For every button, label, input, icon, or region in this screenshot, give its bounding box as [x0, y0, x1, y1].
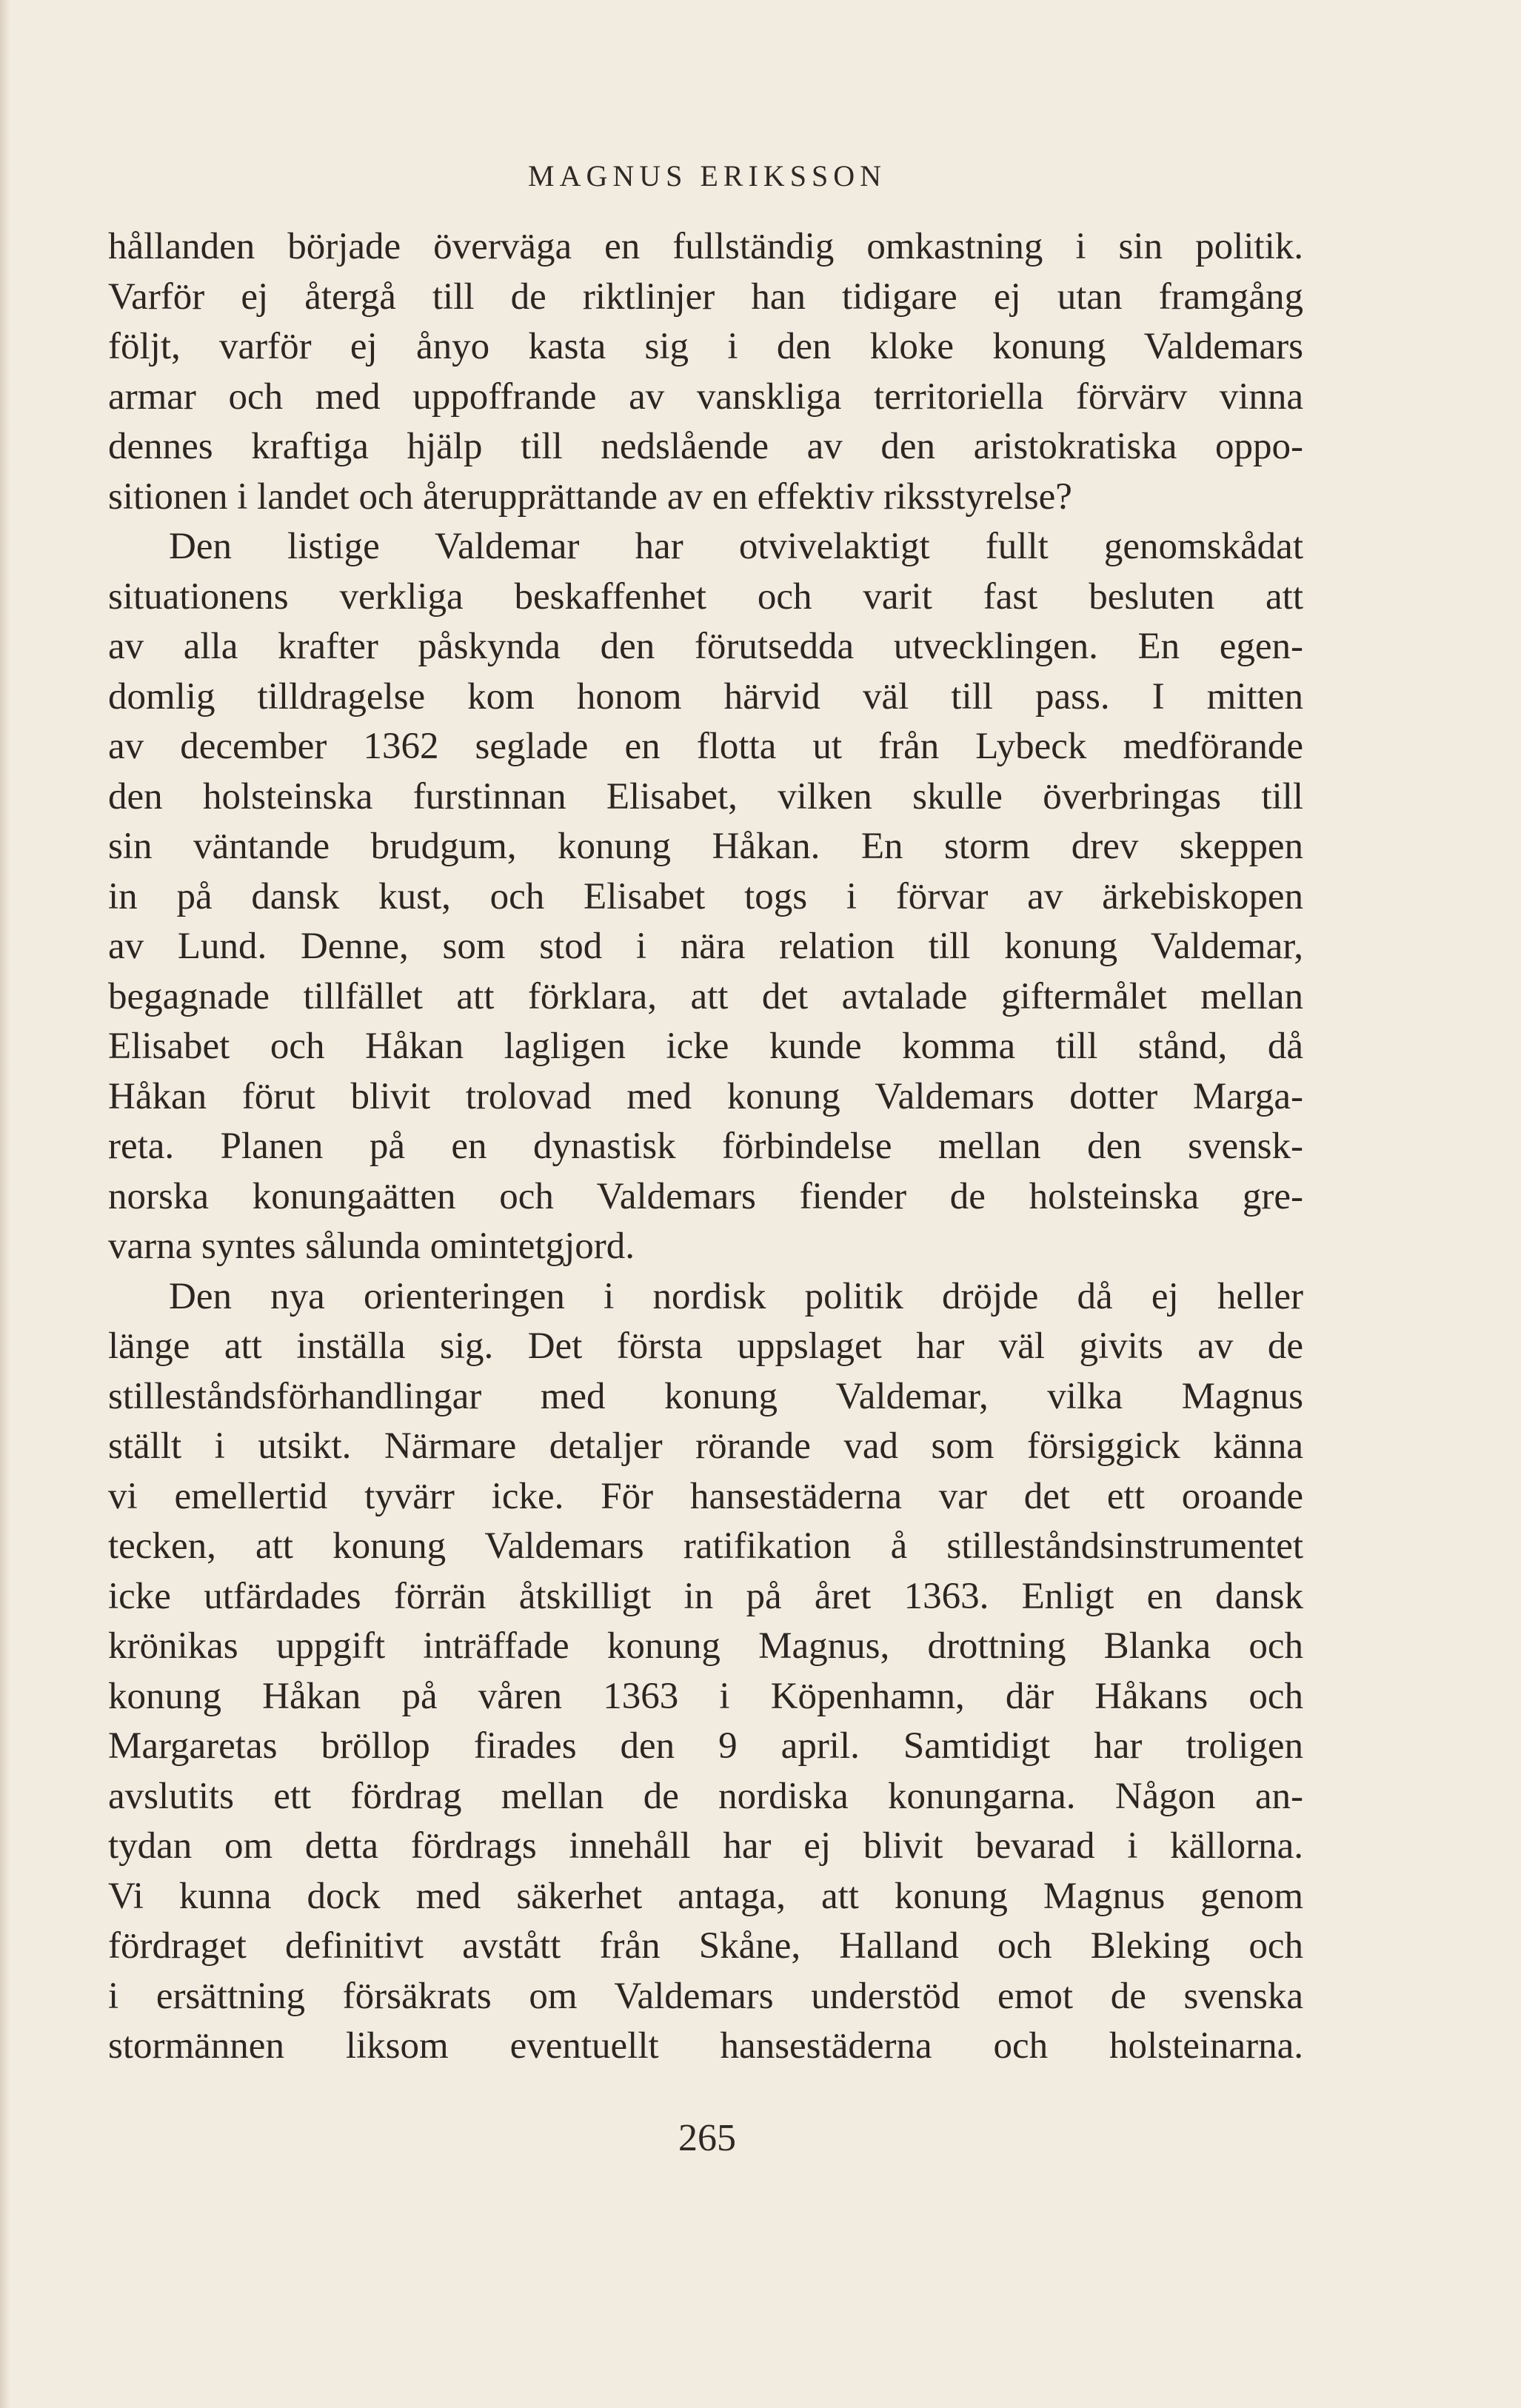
text-line: tydan om detta fördrags innehåll har ej blivit bevarad i källorna. [108, 1825, 1303, 1867]
text-line: domlig tilldragelse kom honom härvid väl till pass. I mitten [108, 675, 1303, 718]
text-line: in på dansk kust, och Elisabet togs i förvar av ärkebiskopen [108, 875, 1303, 917]
text-line: icke utfärdades förrän åtskilligt in på året 1363. Enligt en dansk [108, 1575, 1303, 1617]
text-line: av Lund. Denne, som stod i nära relation till konung Valdemar, [108, 926, 1303, 967]
page-edge-shadow [0, 0, 10, 2408]
body-text [108, 222, 1303, 2072]
text-line: Elisabet och Håkan lagligen icke kunde komma till stånd, då [108, 1026, 1303, 1067]
text-line: den holsteinska furstinnan Elisabet, vilken skulle överbringas till [108, 775, 1303, 817]
text-line: Den nya orienteringen i nordisk politik dröjde då ej heller [169, 1275, 1303, 1317]
text-line: Varför ej återgå till de riktlinjer han tidigare ej utan framgång [108, 275, 1303, 318]
text-line: Margaretas bröllop firades den 9 april. Samtidigt har troligen [108, 1725, 1303, 1767]
text-line: varna syntes sålunda omintetgjord. [108, 1225, 635, 1267]
text-line: begagnade tillfället att förklara, att det avtalade giftermålet mellan [108, 975, 1303, 1017]
text-line: armar och med uppoffrande av vanskliga territoriella förvärv vinna [108, 375, 1303, 418]
text-line: stormännen liksom eventuellt hansestäderna och holsteinarna. [108, 2025, 1303, 2067]
text-line: länge att inställa sig. Det första uppslaget har väl givits av de [108, 1325, 1303, 1367]
text-line: norska konungaätten och Valdemars fiender de holsteinska gre- [108, 1175, 1303, 1217]
running-head: MAGNUS ERIKSSON [528, 159, 886, 193]
text-line: Håkan förut blivit trolovad med konung Valdemars dotter Marga- [108, 1075, 1303, 1117]
text-line: vi emellertid tyvärr icke. För hansestäderna var det ett oroande [108, 1475, 1303, 1517]
text-line: följt, varför ej ånyo kasta sig i den kloke konung Valdemars [108, 326, 1303, 367]
text-line: av alla krafter påskynda den förutsedda utvecklingen. En egen- [108, 626, 1303, 667]
text-line: krönikas uppgift inträffade konung Magnus, drottning Blanka och [108, 1625, 1303, 1667]
text-line: avslutits ett fördrag mellan de nordiska konungarna. Någon an- [108, 1775, 1303, 1817]
text-line: sitionen i landet och återupprättande av en effektiv riksstyrelse? [108, 475, 1072, 518]
text-line: sin väntande brudgum, konung Håkan. En storm drev skeppen [108, 826, 1303, 867]
text-line: av december 1362 seglade en flotta ut från Lybeck medförande [108, 726, 1303, 767]
text-line: konung Håkan på våren 1363 i Köpenhamn, där Håkans och [108, 1675, 1303, 1717]
text-line: hållanden började överväga en fullständig omkastning i sin politik. [108, 226, 1303, 267]
text-line: fördraget definitivt avstått från Skåne, Halland och Bleking och [108, 1925, 1303, 1967]
text-line: Den listige Valdemar har otvivelaktigt fullt genomskådat [169, 526, 1303, 567]
text-line: i ersättning försäkrats om Valdemars understöd emot de svenska [108, 1975, 1303, 2017]
text-line: ställt i utsikt. Närmare detaljer rörande vad som försiggick känna [108, 1425, 1303, 1467]
text-line: reta. Planen på en dynastisk förbindelse mellan den svensk- [108, 1126, 1303, 1167]
text-line: situationens verkliga beskaffenhet och varit fast besluten att [108, 575, 1303, 618]
text-line: tecken, att konung Valdemars ratifikation å stilleståndsinstrumentet [108, 1525, 1303, 1567]
text-line: stilleståndsförhandlingar med konung Valdemar, vilka Magnus [108, 1375, 1303, 1417]
text-line: dennes kraftiga hjälp till nedslående av den aristokratiska oppo- [108, 426, 1303, 467]
page-number: 265 [678, 2117, 736, 2159]
text-line: Vi kunna dock med säkerhet antaga, att konung Magnus genom [108, 1875, 1303, 1917]
